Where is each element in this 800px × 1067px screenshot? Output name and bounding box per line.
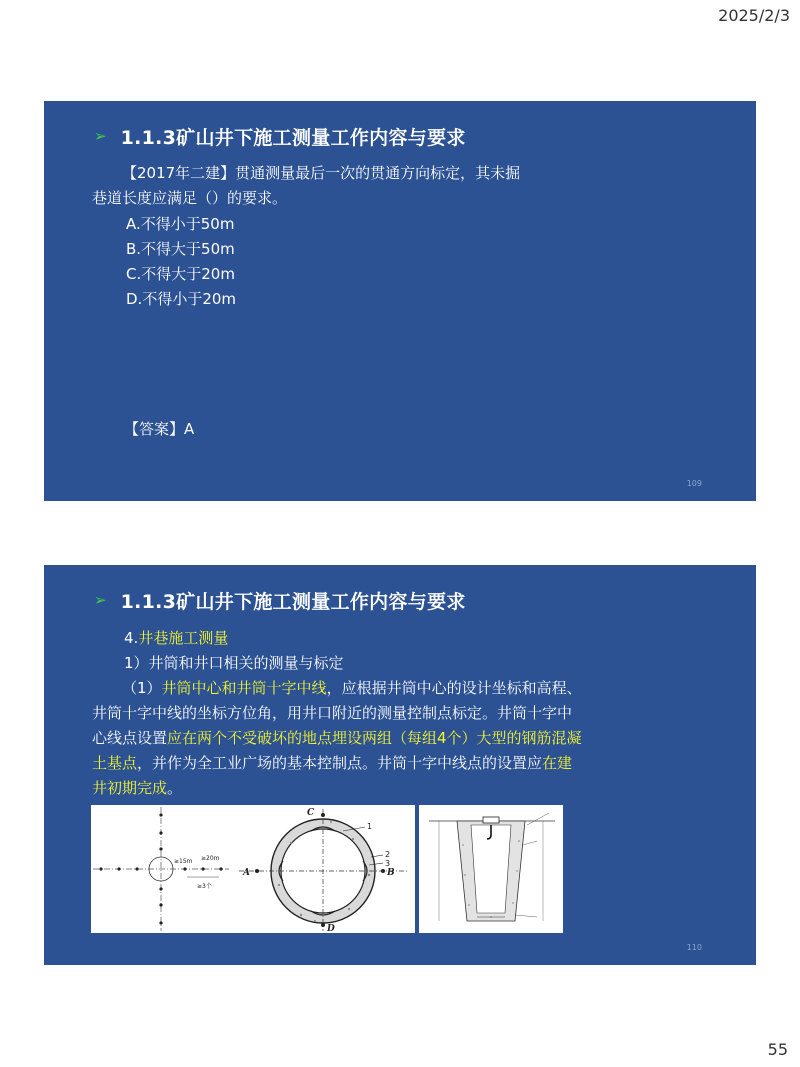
point-a-label: A (243, 868, 250, 878)
slide-number: 109 (686, 479, 702, 488)
slide-title: 1.1.3矿山井下施工测量工作内容与要求 (120, 591, 466, 613)
slide-title-row (94, 123, 466, 150)
slide-number: 110 (686, 943, 702, 952)
paragraph-1 (92, 676, 582, 801)
page-number: 55 (767, 1040, 788, 1059)
count-label: ≥3个 (197, 883, 212, 890)
shaft-section-diagram (231, 805, 415, 933)
header-date: 2025/2/3 (718, 6, 790, 25)
option-a: A.不得小于50m (126, 215, 235, 233)
point-d-label: D (327, 924, 335, 933)
figure-shaft-section (231, 805, 415, 933)
highlight-1: 井筒中心和井筒十字中线 (161, 679, 327, 697)
question-text (92, 161, 578, 211)
slide-title: 1.1.3矿山井下施工测量工作内容与要求 (120, 127, 466, 149)
option-b: B.不得大于50m (126, 240, 235, 258)
arrow-bullet-icon: ➢ (94, 591, 107, 609)
dist-label-2: ≥20m (201, 855, 220, 862)
dist-label-1: ≥15m (174, 858, 193, 865)
base-point-diagram (419, 805, 563, 933)
paragraph-text-2: ，并作为全工业广场的基本控制点。井筒十字中线点的设置应 (137, 754, 543, 772)
slide-body (92, 626, 582, 801)
slide-110 (44, 565, 756, 965)
highlight-3: 在建井初期完成 (92, 754, 573, 797)
callout-2: 2 (385, 850, 391, 859)
option-d: D.不得小于20m (126, 290, 237, 308)
option-c: C.不得大于20m (126, 265, 235, 283)
answer-options (126, 212, 236, 312)
answer-text: 【答案】A (124, 420, 195, 438)
question-line-2: 巷道长度应满足（）的要求。 (92, 189, 288, 207)
callout-1: 1 (367, 822, 373, 831)
item-4 (92, 626, 582, 651)
slide-109 (44, 101, 756, 501)
highlight-2: 应在两个不受破坏的地点埋设两组（每组4个）大型的钢筋混凝土基点 (92, 729, 582, 772)
figure-cross-lines (91, 805, 231, 933)
sub-item-1: 1）井筒和井口相关的测量与标定 (124, 654, 344, 672)
callout-3: 3 (385, 859, 391, 868)
cross-lines-diagram (91, 805, 231, 933)
arrow-bullet-icon: ➢ (94, 127, 107, 145)
slide-title-row (94, 587, 466, 614)
item-4-highlight: 井巷施工测量 (138, 629, 229, 647)
point-c-label: C (307, 808, 315, 818)
point-b-label: B (387, 868, 395, 878)
paragraph-end: 。 (167, 779, 183, 797)
paragraph-text-1: ，应根据井筒中心的设计坐标和高程、井筒十字中线的坐标方位角，用井口附近的测量控制点标定。井筒十字中心线点设置 (92, 679, 582, 747)
question-line-1: 【2017年二建】贯通测量最后一次的贯通方向标定，其未掘 (122, 164, 521, 182)
figure-base-point-section (419, 805, 563, 933)
item-4-prefix: 4. (124, 629, 139, 647)
paragraph-prefix: （1） (122, 679, 162, 697)
